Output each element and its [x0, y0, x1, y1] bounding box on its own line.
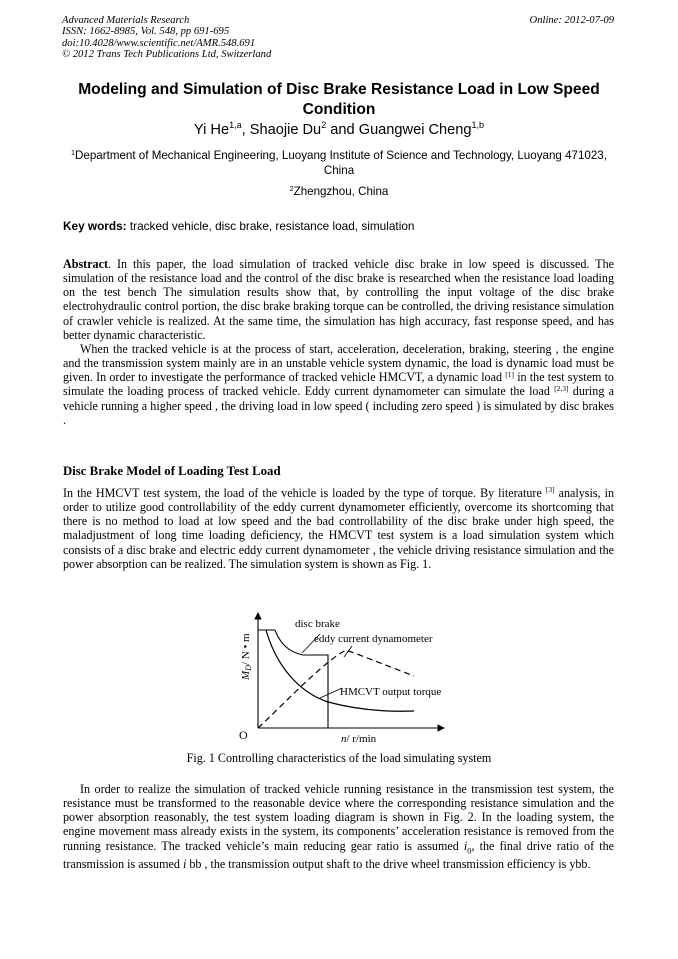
- copyright-line: © 2012 Trans Tech Publications Ltd, Switzerland: [62, 49, 272, 61]
- keywords-text: tracked vehicle, disc brake, resistance load, simulation: [129, 219, 415, 233]
- section-heading: Disc Brake Model of Loading Test Load: [63, 464, 281, 478]
- citation: [3]: [545, 485, 555, 495]
- section-text: In the HMCVT test system, the load of the vehicle is loaded by the type of torque. By literature: [63, 486, 546, 500]
- symbol-subscript: 0: [467, 845, 472, 856]
- issn-line: ISSN: 1662-8985, Vol. 548, pp 691-695: [62, 26, 230, 38]
- keywords-label: Key words:: [63, 219, 127, 233]
- author-name: Yi He: [193, 122, 230, 138]
- x-axis-label: [341, 733, 377, 745]
- y-axis-label: [240, 633, 253, 681]
- affiliation-1: [55, 149, 623, 178]
- symbol-i: i: [463, 838, 468, 853]
- author-list: [40, 121, 638, 139]
- origin-label: O: [239, 728, 248, 742]
- final-text: bb , the transmission output shaft to the drive wheel transmission efficiency is ybb.: [186, 857, 591, 872]
- y-axis-unit: / N • m: [240, 633, 252, 666]
- paper-title: Modeling and Simulation of Disc Brake Resistance Load in Low Speed Condition: [78, 81, 600, 118]
- author-name: Shaojie Du: [249, 122, 322, 138]
- author-separator: ,: [241, 122, 246, 138]
- journal-name: Advanced Materials Research: [62, 15, 190, 26]
- abstract-text: . In this paper, the load simulation of tracked vehicle disc brake in low speed is discussed. The simulation of the resistance load and the control of the disc brake is researched when the resistance load loading on the test bench The simulation results show that, by controlling the input voltage of the disc brake electrohydraulic control portion, the disc brake braking torque can be controlled, the driving resistance simulation of crawler vehicle is realized. At the same time, the simulation has high accuracy, fast response speed, and has better dynamic characteristic.: [63, 257, 614, 342]
- figure-1-caption: Fig. 1 Controlling characteristics of the load simulating system: [186, 751, 492, 765]
- online-date: Online: 2012-07-09: [529, 15, 614, 26]
- author-sup: 2: [321, 120, 327, 131]
- symbol-i: i: [182, 857, 187, 872]
- affiliation-sup: 1: [71, 147, 76, 157]
- affiliation-sup: 2: [289, 183, 294, 193]
- author-name: Guangwei Cheng: [358, 122, 472, 138]
- abstract-label: Abstract: [63, 257, 109, 271]
- leader-line: [320, 688, 342, 698]
- author-sup: 1,b: [471, 120, 485, 131]
- intro-paragraph: [63, 342, 614, 427]
- affiliation-text: Department of Mechanical Engineering, Luoyang Institute of Science and Technology, Luoyang 471023, China: [75, 149, 607, 177]
- doi-line: doi:10.4028/www.scientific.net/AMR.548.691: [62, 37, 256, 49]
- abstract-block: [63, 257, 614, 427]
- journal-header: [62, 15, 271, 61]
- author-sup: 1,a: [229, 120, 242, 131]
- final-paragraph: [63, 782, 614, 871]
- keywords: [63, 219, 615, 233]
- author-and: and: [330, 122, 355, 138]
- affiliation-text: Zhengzhou, China: [293, 185, 389, 198]
- label-disc-brake: disc brake: [295, 618, 340, 630]
- abstract-paragraph: [63, 257, 614, 342]
- final-text: , the final drive ratio of the transmission is assumed: [63, 838, 614, 872]
- label-eddy-current: eddy current dynamometer: [314, 633, 433, 645]
- intro-text: during a vehicle running a higher speed , the driving load in low speed ( including zero speed ) is simulated by disc brakes .: [63, 384, 614, 427]
- citation: [2,3]: [554, 383, 569, 393]
- affiliation-2: [55, 185, 623, 200]
- citation: [1]: [505, 369, 514, 379]
- x-axis-unit: / r/min: [346, 733, 377, 745]
- intro-text: in the test system to simulate the loading process of tracked vehicle. Eddy current dynamometer can simulate the load: [63, 370, 614, 399]
- section-text: analysis, in order to utilize good controllability of the eddy current dynamometer efficiently, overcome its shortcoming that there is no method to load at low speed and the bad controllability of the disc brake under high speed, the maladjustment of long time loading deficiency, the HMCVT test system is a load simulation system which consists of a disc brake and electric eddy current dynamometer , the vehicle driving resistance simulation and the power absorption can be realized. The simulation system is shown as Fig. 1.: [63, 486, 614, 571]
- intro-text: When the tracked vehicle is at the process of start, acceleration, deceleration, braking, steering , the engine and the transmission system mainly are in an unstable vehicle system dynamic, the load is dynamic load must be given. In order to investigate the performance of tracked vehicle HMCVT, a dynamic load: [63, 341, 614, 385]
- final-text: In order to realize the simulation of tracked vehicle running resistance in the transmission test system, the resistance must be transformed to the reasonable device where the corresponding resistance simulation and the power absorption reasonably, the test system loading diagram is shown in Fig. 2. In the loading system, the engine movement mass already exists in the system, its components’ acceleration resistance is removed from the running resistance. The tracked vehicle’s main reducing gear ratio is assumed: [63, 782, 614, 853]
- label-hmcvt-output: HMCVT output torque: [340, 686, 442, 698]
- final-section-body: [63, 782, 614, 871]
- y-axis-subscript: D: [244, 665, 253, 671]
- y-axis-symbol: M: [240, 670, 252, 680]
- x-axis-symbol: n: [341, 733, 347, 745]
- section-body: [63, 486, 614, 571]
- section-paragraph: [63, 486, 614, 571]
- figure-1-diagram: [228, 610, 458, 745]
